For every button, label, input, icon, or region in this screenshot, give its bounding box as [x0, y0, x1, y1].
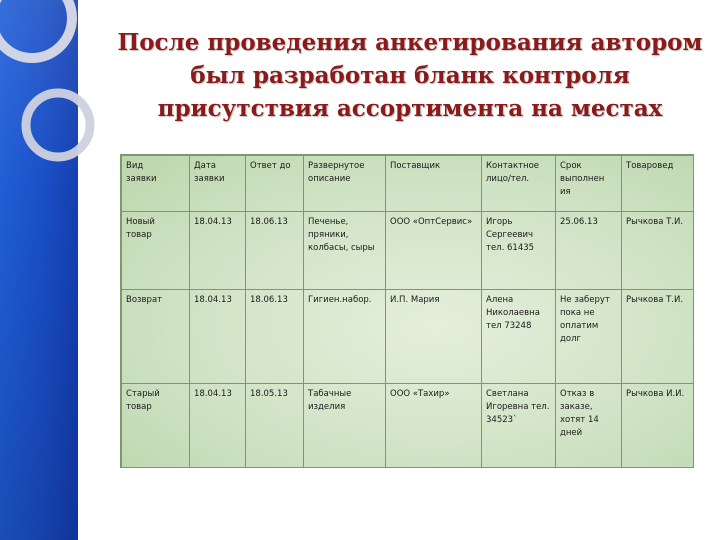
assortment-control-table	[121, 155, 694, 468]
slide-title	[110, 26, 710, 125]
title-line-3: присутствия ассортимента на местах	[157, 95, 663, 122]
table-cell: ООО «Тахир»	[386, 384, 482, 468]
table-cell: И.П. Мария	[386, 290, 482, 384]
table-cell: Печенье, пряники, колбасы, сыры	[304, 212, 386, 290]
table-cell: 18.06.13	[246, 212, 304, 290]
table-cell: Не заберут пока не оплатим долг	[556, 290, 622, 384]
table-cell: 18.04.13	[190, 290, 246, 384]
table-cell: Светлана Игоревна тел. 34523`	[482, 384, 556, 468]
table-cell: ООО «ОптСервис»	[386, 212, 482, 290]
header-cell: Дата заявки	[190, 156, 246, 212]
table-cell: Рычкова И.И.	[622, 384, 694, 468]
title-line-1: После проведения анкетирования автором	[117, 29, 703, 56]
decor-circle-large	[0, 0, 72, 58]
table-row	[122, 212, 694, 290]
table-cell: 18.06.13	[246, 290, 304, 384]
table-cell: Игорь Сергеевич тел. 61435	[482, 212, 556, 290]
header-cell: Срок выполнен ия	[556, 156, 622, 212]
table-cell: Алена Николаевна тел 73248	[482, 290, 556, 384]
title-line-2: был разработан бланк контроля	[190, 62, 630, 89]
table-cell: Отказ в заказе, хотят 14 дней	[556, 384, 622, 468]
header-cell: Ответ до	[246, 156, 304, 212]
header-cell: Развернутое описание	[304, 156, 386, 212]
table-cell: 18.05.13	[246, 384, 304, 468]
table-cell: Рычкова Т.И.	[622, 290, 694, 384]
table-cell: 25.06.13	[556, 212, 622, 290]
header-cell: Товаровед	[622, 156, 694, 212]
table-cell: 18.04.13	[190, 384, 246, 468]
decor-circle-small	[26, 93, 90, 157]
header-cell: Поставщик	[386, 156, 482, 212]
table-row	[122, 384, 694, 468]
table-cell: Старый товар	[122, 384, 190, 468]
table-cell: 18.04.13	[190, 212, 246, 290]
table-cell: Новый товар	[122, 212, 190, 290]
control-form-table-container	[120, 154, 694, 468]
table-row	[122, 290, 694, 384]
table-header-row	[122, 156, 694, 212]
table-cell: Гигиен.набор.	[304, 290, 386, 384]
table-cell: Рычкова Т.И.	[622, 212, 694, 290]
table-cell: Табачные изделия	[304, 384, 386, 468]
table-cell: Возврат	[122, 290, 190, 384]
header-cell: Вид заявки	[122, 156, 190, 212]
header-cell: Контактное лицо/тел.	[482, 156, 556, 212]
